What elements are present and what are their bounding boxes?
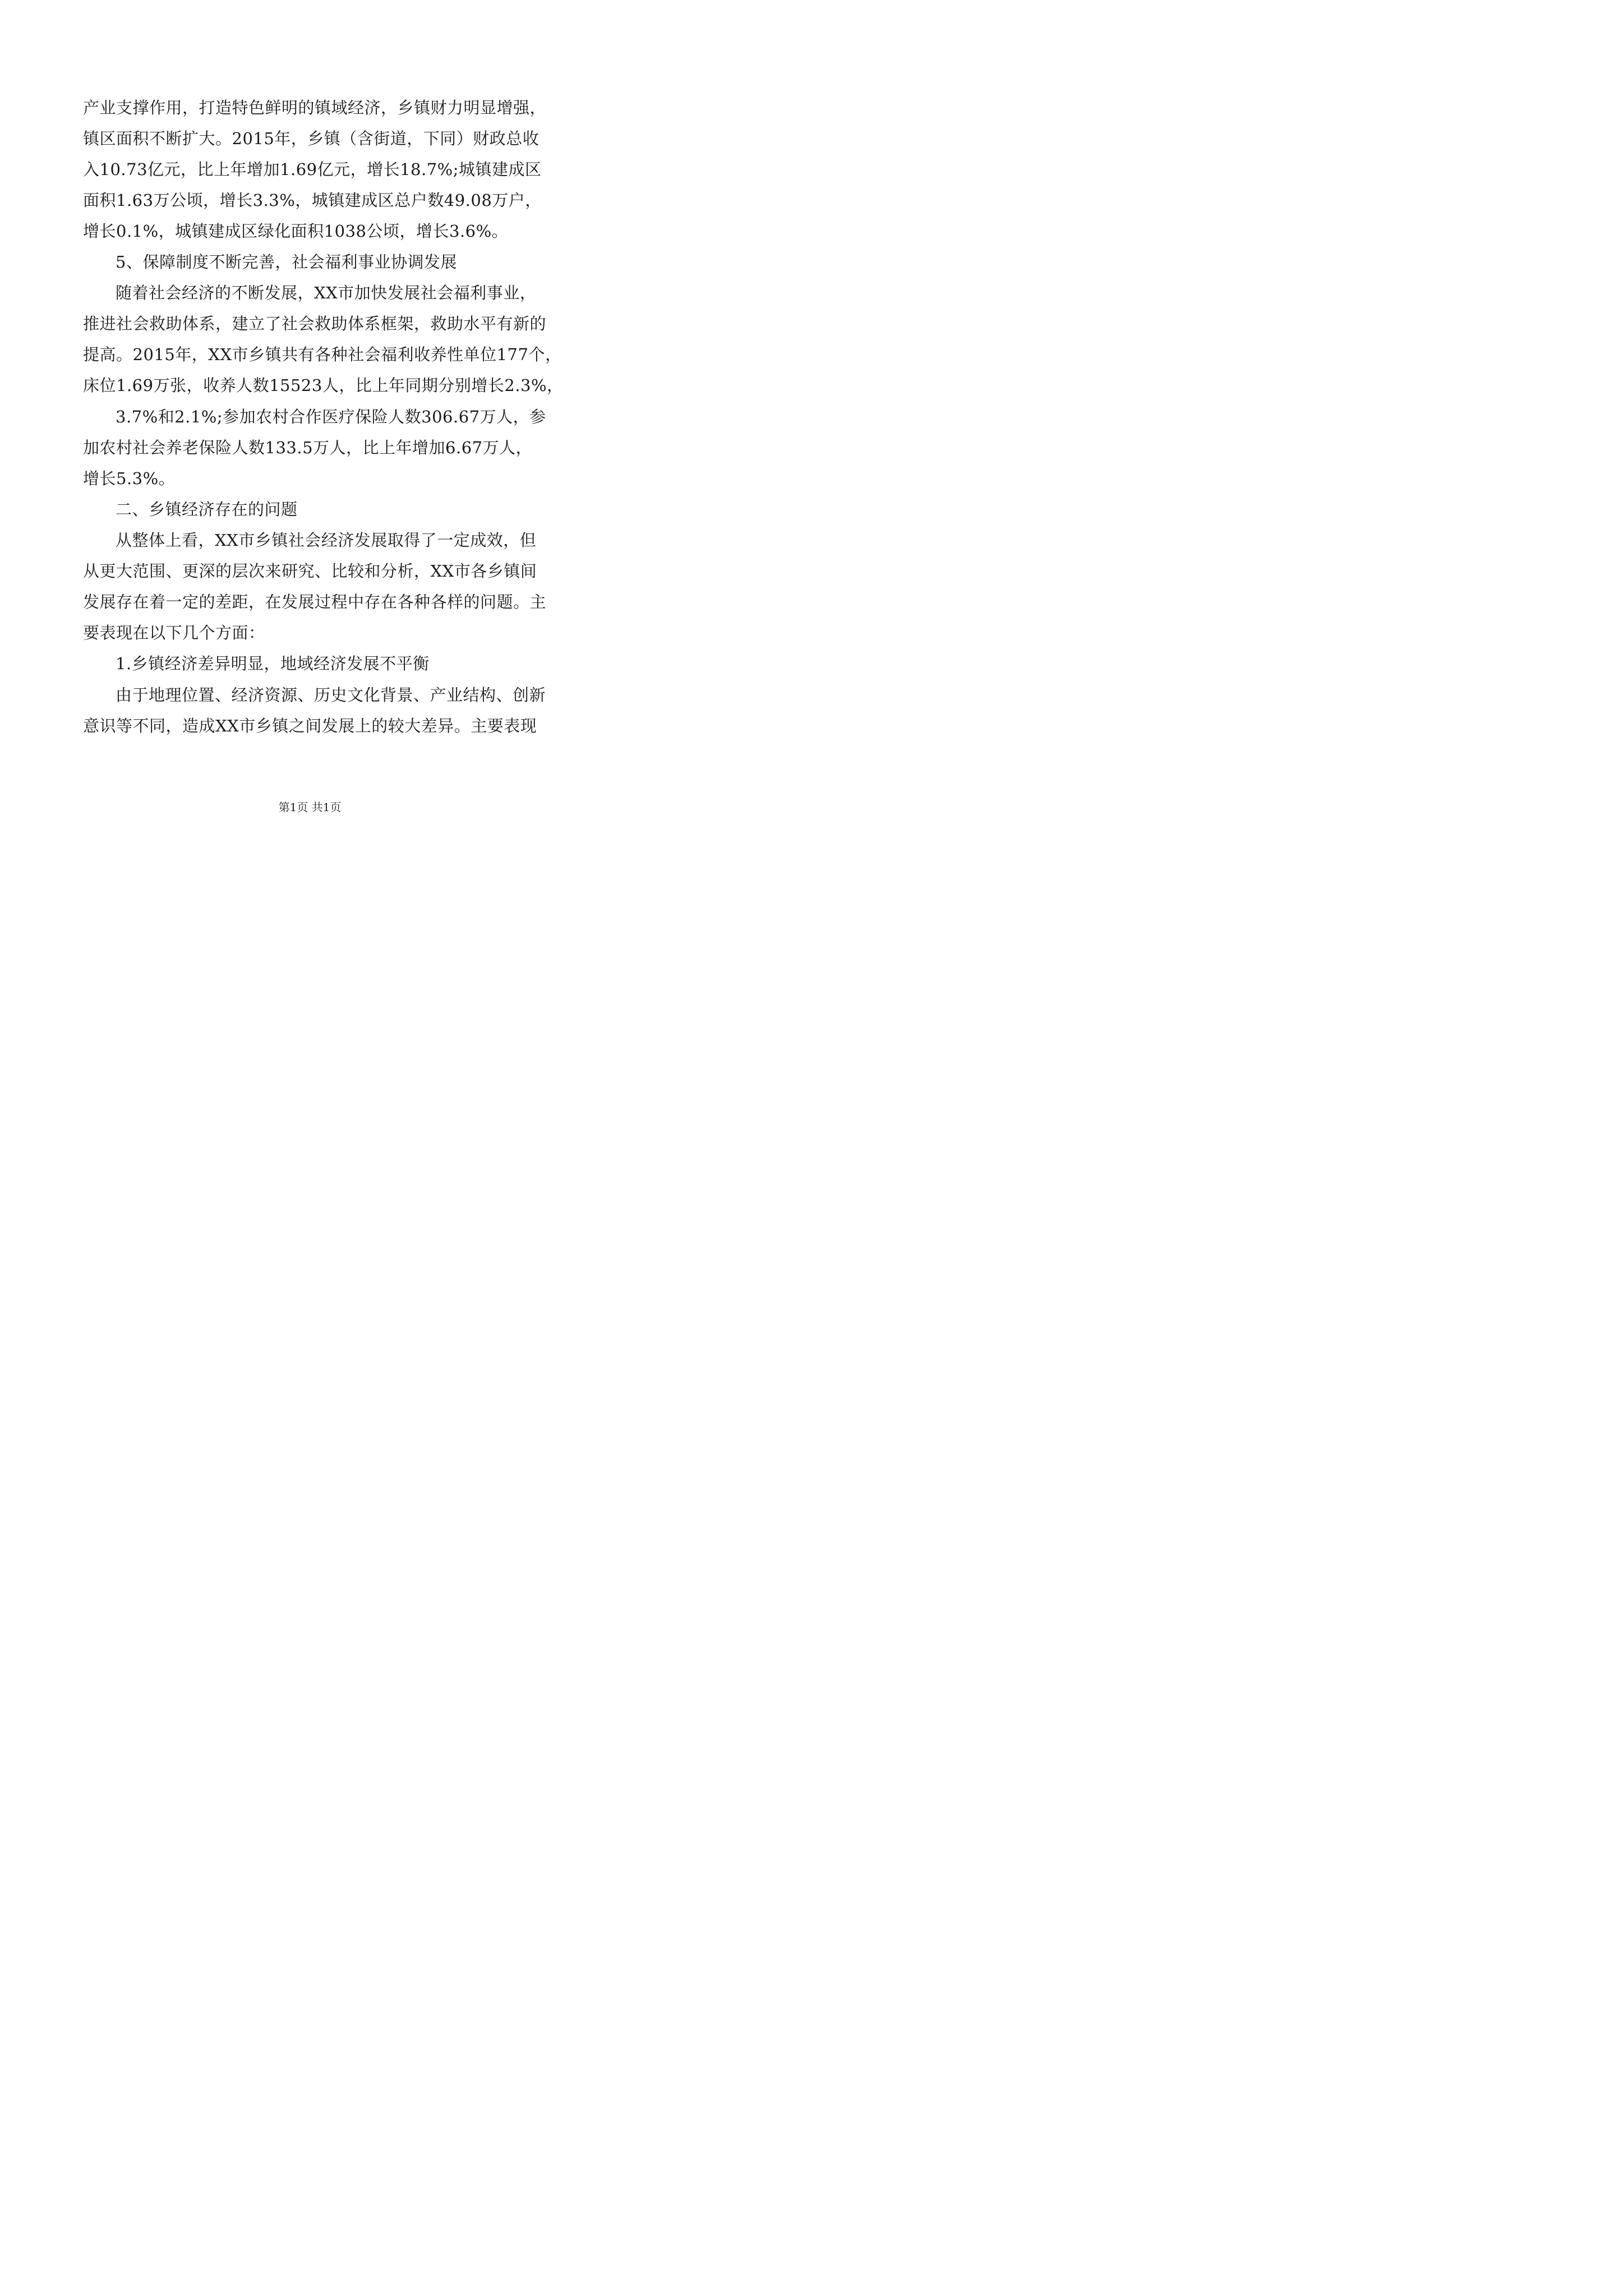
document-page: [0, 0, 620, 876]
section-heading: 二、乡镇经济存在的问题: [116, 500, 298, 519]
text-line: 入10.73亿元，比上年增加1.69亿元，增长18.7%;城镇建成区: [83, 160, 542, 179]
text-line: 3.7%和2.1%;参加农村合作医疗保险人数306.67万人，参: [116, 407, 546, 426]
text-line: 面积1.63万公顷，增长3.3%，城镇建成区总户数49.08万户，: [83, 191, 542, 210]
text-line: 从更大范围、更深的层次来研究、比较和分析，XX市各乡镇间: [83, 562, 537, 581]
text-line: 镇区面积不断扩大。2015年，乡镇（含街道，下同）财政总收: [83, 129, 540, 148]
paragraph-start-line: 从整体上看，XX市乡镇社会经济发展取得了一定成效，但: [116, 531, 537, 550]
text-line: 床位1.69万张，收养人数15523人，比上年同期分别增长2.3%，: [83, 376, 564, 395]
paragraph-start-line: 由于地理位置、经济资源、历史文化背景、产业结构、创新: [116, 685, 546, 705]
section-heading: 5、保障制度不断完善，社会福利事业协调发展: [116, 252, 457, 272]
text-line: 提高。2015年，XX市乡镇共有各种社会福利收养性单位177个，: [83, 345, 562, 364]
text-line: 推进社会救助体系，建立了社会救助体系框架，救助水平有新的: [83, 314, 547, 333]
text-line: 意识等不同，造成XX市乡镇之间发展上的较大差异。主要表现: [83, 716, 537, 735]
paragraph-start-line: 随着社会经济的不断发展，XX市加快发展社会福利事业，: [116, 283, 537, 302]
text-line: 增长5.3%。: [83, 469, 176, 488]
text-line: 要表现在以下几个方面：: [83, 623, 265, 642]
text-line: 发展存在着一定的差距，在发展过程中存在各种各样的问题。主: [83, 592, 547, 611]
text-line: 增长0.1%，城镇建成区绿化面积1038公顷，增长3.6%。: [83, 222, 509, 241]
section-heading: 1.乡镇经济差异明显，地域经济发展不平衡: [116, 654, 430, 673]
page-number-footer: 第1页 共1页: [278, 800, 342, 814]
text-line: 产业支撑作用，打造特色鲜明的镇域经济，乡镇财力明显增强，: [83, 98, 547, 117]
text-line: 加农村社会养老保险人数133.5万人，比上年增加6.67万人，: [83, 438, 533, 457]
